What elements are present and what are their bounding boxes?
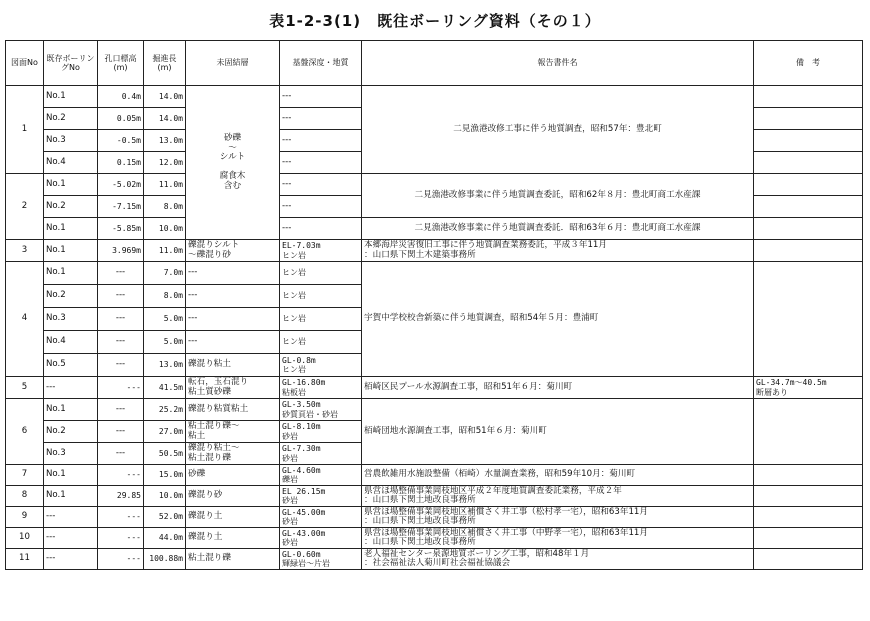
table-row	[6, 174, 863, 196]
remarks-cell	[754, 549, 863, 570]
boring-data-table	[5, 40, 863, 570]
boring-no-cell: No.1	[44, 218, 98, 240]
depth-cell: 50.5m	[144, 443, 186, 465]
boring-no-cell: ---	[44, 528, 98, 549]
soil-cell: 礫混り粘質粘土	[186, 399, 280, 421]
soil-cell: ---	[186, 262, 280, 285]
depth-cell: 10.0m	[144, 218, 186, 240]
soil-cell: 礫混り粘土	[186, 354, 280, 377]
soil-cell: 粘土混り礫	[186, 549, 280, 570]
elevation-cell: ---	[98, 354, 144, 377]
depth-cell: 8.0m	[144, 285, 186, 308]
boring-no-cell: ---	[44, 377, 98, 399]
col-header-base: 基盤深度・地質	[280, 41, 362, 86]
table-row	[6, 86, 863, 108]
header-row	[6, 41, 863, 86]
report-cell: 本郷海岸災害復旧工事に伴う地質調査業務委託，平成３年11月 ：山口県下関土木建築事務所	[362, 240, 754, 262]
base-cell: ---	[280, 174, 362, 196]
remarks-cell	[754, 174, 863, 196]
elevation-cell: ---	[98, 421, 144, 443]
report-cell: 二見漁港改修事業に伴う地質調査委託，昭和62年８月：豊北町商工水産課	[362, 174, 754, 218]
boring-no-cell: No.3	[44, 443, 98, 465]
soil-cell: ---	[186, 285, 280, 308]
base-cell: ---	[280, 108, 362, 130]
depth-cell: 12.0m	[144, 152, 186, 174]
remarks-cell	[754, 130, 863, 152]
table-row	[6, 262, 863, 285]
soil-cell: ---	[186, 308, 280, 331]
soil-cell: 砂礫 ～ シルト 腐食木 含む	[186, 86, 280, 240]
boring-no-cell: No.1	[44, 486, 98, 507]
fig-no-cell: 6	[6, 399, 44, 465]
boring-no-cell: No.2	[44, 196, 98, 218]
base-cell: ---	[280, 218, 362, 240]
remarks-cell	[754, 528, 863, 549]
table-row	[6, 240, 863, 262]
table-row	[6, 486, 863, 507]
elevation-cell: ---	[98, 308, 144, 331]
remarks-cell: GL-34.7m～40.5m 断層あり	[754, 377, 863, 399]
elevation-cell: 0.4m	[98, 86, 144, 108]
soil-cell: 転石，玉石混り 粘土質砂礫	[186, 377, 280, 399]
base-cell: GL-3.50m 砂質頁岩・砂岩	[280, 399, 362, 421]
report-cell: 営農飲雑用水施設整備（栢崎）水量調査業務，昭和59年10月：菊川町	[362, 465, 754, 486]
boring-no-cell: No.1	[44, 240, 98, 262]
remarks-cell	[754, 152, 863, 174]
boring-no-cell: No.3	[44, 130, 98, 152]
fig-no-cell: 5	[6, 377, 44, 399]
remarks-cell	[754, 86, 863, 108]
depth-cell: 44.0m	[144, 528, 186, 549]
table-row	[6, 377, 863, 399]
elevation-cell: ---	[98, 443, 144, 465]
elevation-cell: ---	[98, 262, 144, 285]
depth-cell: 27.0m	[144, 421, 186, 443]
table-row	[6, 528, 863, 549]
base-cell: ---	[280, 86, 362, 108]
fig-no-cell: 4	[6, 262, 44, 377]
fig-no-cell: 10	[6, 528, 44, 549]
elevation-cell: ---	[98, 331, 144, 354]
report-cell: 宇賀中学校校舎新築に伴う地質調査，昭和54年５月：豊浦町	[362, 262, 754, 377]
depth-cell: 15.0m	[144, 465, 186, 486]
remarks-cell	[754, 218, 863, 240]
base-cell: GL-45.00m 砂岩	[280, 507, 362, 528]
base-cell: ---	[280, 196, 362, 218]
remarks-cell	[754, 240, 863, 262]
fig-no-cell: 1	[6, 86, 44, 174]
table-row	[6, 465, 863, 486]
col-header-fig-no: 図面No	[6, 41, 44, 86]
depth-cell: 100.88m	[144, 549, 186, 570]
soil-cell: 礫混り粘土～ 粘土混り礫	[186, 443, 280, 465]
remarks-cell	[754, 399, 863, 465]
report-cell: 県営ほ場整備事業岡枝地区平成２年度地質調査委託業務，平成２年 ：山口県下関土地改良事務所	[362, 486, 754, 507]
base-cell: ヒン岩	[280, 331, 362, 354]
boring-no-cell: No.3	[44, 308, 98, 331]
soil-cell: 粘土混り礫～ 粘土	[186, 421, 280, 443]
depth-cell: 14.0m	[144, 108, 186, 130]
elevation-cell: ---	[98, 507, 144, 528]
base-cell: ---	[280, 130, 362, 152]
depth-cell: 41.5m	[144, 377, 186, 399]
boring-no-cell: No.2	[44, 285, 98, 308]
fig-no-cell: 7	[6, 465, 44, 486]
boring-no-cell: ---	[44, 507, 98, 528]
base-cell: GL-4.60m 礫岩	[280, 465, 362, 486]
depth-cell: 13.0m	[144, 354, 186, 377]
boring-no-cell: No.4	[44, 331, 98, 354]
base-cell: GL-7.30m 砂岩	[280, 443, 362, 465]
col-header-boring-no: 既存ボーリングNo	[44, 41, 98, 86]
boring-no-cell: No.1	[44, 174, 98, 196]
boring-no-cell: No.1	[44, 86, 98, 108]
boring-no-cell: No.1	[44, 399, 98, 421]
depth-cell: 5.0m	[144, 331, 186, 354]
elevation-cell: -0.5m	[98, 130, 144, 152]
base-cell: GL-0.60m 輝緑岩～片岩	[280, 549, 362, 570]
depth-cell: 8.0m	[144, 196, 186, 218]
fig-no-cell: 3	[6, 240, 44, 262]
elevation-cell: ---	[98, 528, 144, 549]
boring-no-cell: No.1	[44, 465, 98, 486]
elevation-cell: ---	[98, 285, 144, 308]
fig-no-cell: 8	[6, 486, 44, 507]
boring-no-cell: No.2	[44, 108, 98, 130]
elevation-cell: 0.15m	[98, 152, 144, 174]
report-cell: 二見漁港改修工事に伴う地質調査，昭和57年：豊北町	[362, 86, 754, 174]
remarks-cell	[754, 262, 863, 377]
elevation-cell: 3.969m	[98, 240, 144, 262]
base-cell: ---	[280, 152, 362, 174]
soil-cell: 砂礫	[186, 465, 280, 486]
base-cell: EL-7.03m ヒン岩	[280, 240, 362, 262]
boring-no-cell: ---	[44, 549, 98, 570]
fig-no-cell: 2	[6, 174, 44, 240]
depth-cell: 11.0m	[144, 240, 186, 262]
report-cell: 県営ほ場整備事業岡枝地区補償さく井工事（松村孝一宅），昭和63年11月 ：山口県下関土地改良事務所	[362, 507, 754, 528]
base-cell: GL-8.10m 砂岩	[280, 421, 362, 443]
soil-cell: 礫混りシルト ～礫混り砂	[186, 240, 280, 262]
soil-cell: 礫混り土	[186, 528, 280, 549]
depth-cell: 7.0m	[144, 262, 186, 285]
soil-cell: ---	[186, 331, 280, 354]
col-header-depth: 掘進長(m)	[144, 41, 186, 86]
report-cell: 栢崎団地水源調査工事，昭和51年６月：菊川町	[362, 399, 754, 465]
report-cell: 栢崎区民プール水源調査工事，昭和51年６月：菊川町	[362, 377, 754, 399]
base-cell: GL-0.8m ヒン岩	[280, 354, 362, 377]
depth-cell: 11.0m	[144, 174, 186, 196]
depth-cell: 25.2m	[144, 399, 186, 421]
table-row	[6, 507, 863, 528]
elevation-cell: ---	[98, 399, 144, 421]
elevation-cell: -5.02m	[98, 174, 144, 196]
fig-no-cell: 9	[6, 507, 44, 528]
boring-no-cell: No.2	[44, 421, 98, 443]
col-header-elevation: 孔口標高(m)	[98, 41, 144, 86]
fig-no-cell: 11	[6, 549, 44, 570]
elevation-cell: ---	[98, 549, 144, 570]
base-cell: EL 26.15m 砂岩	[280, 486, 362, 507]
base-cell: ヒン岩	[280, 308, 362, 331]
remarks-cell	[754, 507, 863, 528]
soil-cell: 礫混り土	[186, 507, 280, 528]
document-title: 表1-2-3(1) 既往ボーリング資料（その１）	[269, 12, 601, 30]
boring-no-cell: No.5	[44, 354, 98, 377]
depth-cell: 10.0m	[144, 486, 186, 507]
report-cell: 老人福祉センター泉源地質ボーリング工事，昭和48年１月 ：社会福祉法人菊川町社会福祉協議会	[362, 549, 754, 570]
base-cell: ヒン岩	[280, 285, 362, 308]
table-row	[6, 399, 863, 421]
col-header-soil: 未固結層	[186, 41, 280, 86]
remarks-cell	[754, 486, 863, 507]
elevation-cell: 29.85	[98, 486, 144, 507]
elevation-cell: ---	[98, 465, 144, 486]
base-cell: ヒン岩	[280, 262, 362, 285]
boring-no-cell: No.4	[44, 152, 98, 174]
col-header-remarks: 備 考	[754, 41, 863, 86]
elevation-cell: -5.85m	[98, 218, 144, 240]
base-cell: GL-16.80m 粘板岩	[280, 377, 362, 399]
elevation-cell: 0.05m	[98, 108, 144, 130]
depth-cell: 13.0m	[144, 130, 186, 152]
report-cell: 県営ほ場整備事業岡枝地区補償さく井工事（中野孝一宅），昭和63年11月 ：山口県下関土地改良事務所	[362, 528, 754, 549]
report-cell: 二見漁港改修事業に伴う地質調査委託．昭和63年６月：豊北町商工水産課	[362, 218, 754, 240]
table-row	[6, 549, 863, 570]
depth-cell: 14.0m	[144, 86, 186, 108]
elevation-cell: -7.15m	[98, 196, 144, 218]
depth-cell: 5.0m	[144, 308, 186, 331]
depth-cell: 52.0m	[144, 507, 186, 528]
table-row	[6, 218, 863, 240]
remarks-cell	[754, 108, 863, 130]
boring-no-cell: No.1	[44, 262, 98, 285]
elevation-cell: ---	[98, 377, 144, 399]
col-header-report: 報告書件名	[362, 41, 754, 86]
base-cell: GL-43.00m 砂岩	[280, 528, 362, 549]
remarks-cell	[754, 196, 863, 218]
soil-cell: 礫混り砂	[186, 486, 280, 507]
remarks-cell	[754, 465, 863, 486]
